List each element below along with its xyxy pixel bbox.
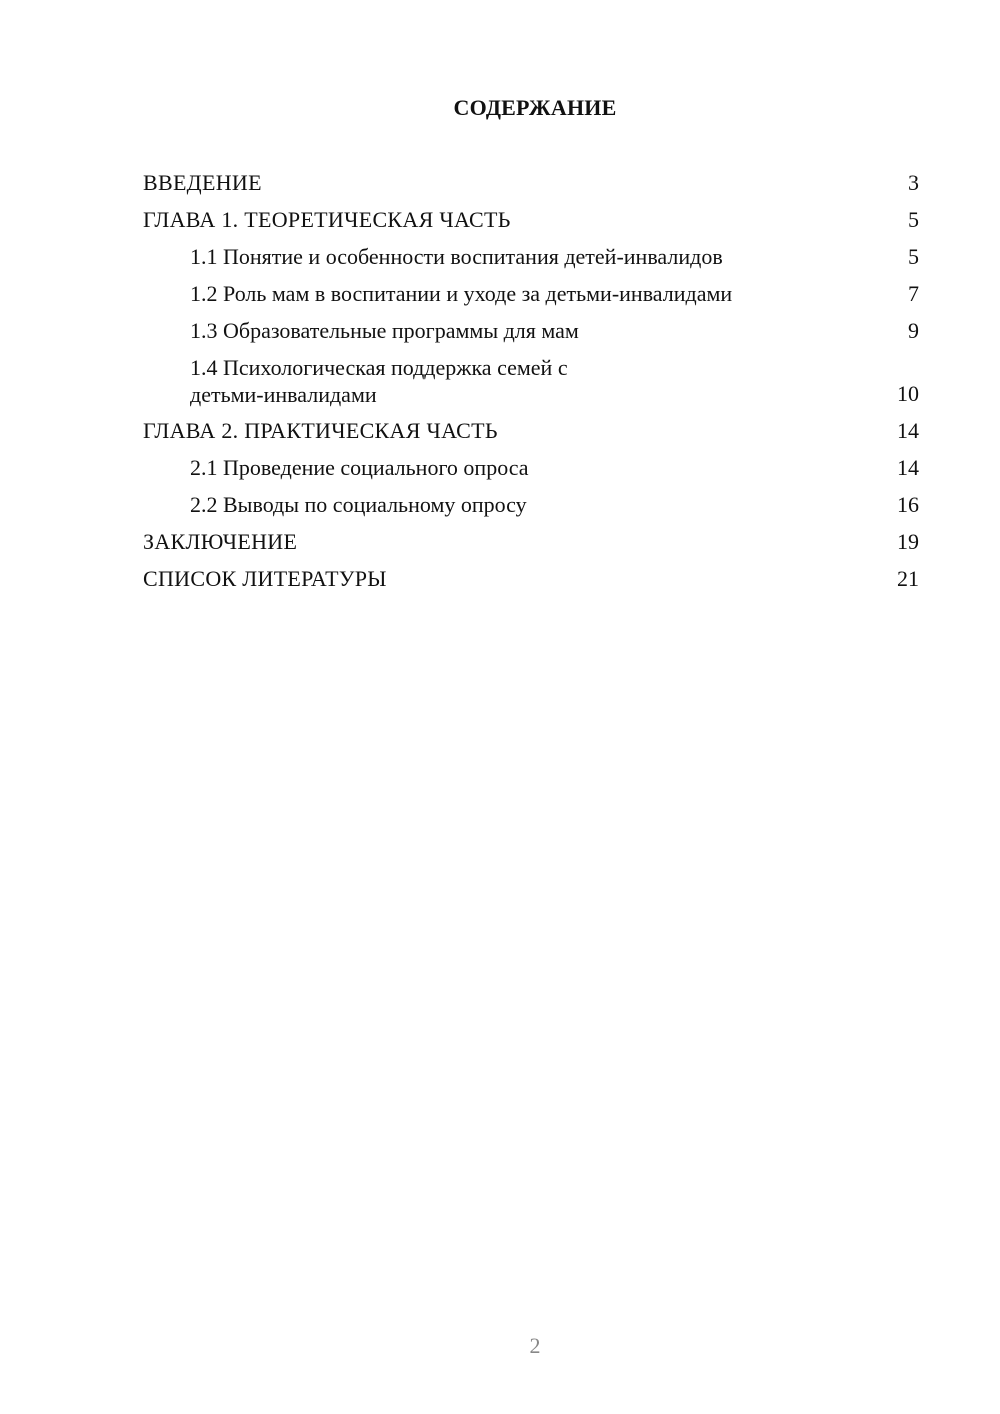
toc-entry-page-number: 5: [908, 207, 919, 232]
toc-entry-label: 1.3 Образовательные программы для мам: [190, 318, 579, 343]
toc-entry-introduction[interactable]: [143, 169, 919, 197]
page-number: 2: [529, 1333, 541, 1358]
toc-entry-page-number: 7: [908, 281, 919, 306]
toc-entry-label: 1.2 Роль мам в воспитании и уходе за детьми-инвалидами: [190, 281, 733, 306]
toc-entry-section-2-2[interactable]: [143, 491, 919, 519]
toc-entry-page-number: 14: [897, 418, 919, 443]
toc-entry-label: СПИСОК ЛИТЕРАТУРЫ: [143, 566, 387, 591]
toc-entry-label: ГЛАВА 1. ТЕОРЕТИЧЕСКАЯ ЧАСТЬ: [143, 207, 511, 232]
toc-entry-page-number: 19: [897, 529, 919, 554]
toc-entry-page-number: 14: [897, 455, 919, 480]
toc-entry-page-number: 9: [908, 318, 919, 343]
toc-entry-page-number: 16: [897, 492, 919, 517]
toc-entry-page-number: 5: [908, 244, 919, 269]
toc-entry-section-1-2[interactable]: [143, 280, 919, 308]
page-title: СОДЕРЖАНИЕ: [453, 95, 617, 120]
toc-entry-label: ГЛАВА 2. ПРАКТИЧЕСКАЯ ЧАСТЬ: [143, 418, 498, 443]
toc-entry-label: 1.4 Психологическая поддержка семей с детьми-инвалидами: [190, 355, 568, 407]
toc-entry-page-number: 3: [908, 170, 919, 195]
toc-entry-bibliography[interactable]: [143, 565, 919, 593]
toc-entry-section-1-4[interactable]: [143, 354, 919, 408]
toc-entry-chapter-2[interactable]: [143, 417, 919, 445]
toc-entry-label: 1.1 Понятие и особенности воспитания детей-инвалидов: [190, 244, 723, 269]
toc-entry-page-number: 10: [897, 381, 919, 406]
toc-entry-conclusion[interactable]: [143, 528, 919, 556]
toc-entry-chapter-1[interactable]: [143, 206, 919, 234]
table-of-contents: [143, 169, 919, 602]
toc-entry-section-1-1[interactable]: [143, 243, 919, 271]
toc-entry-page-number: 21: [897, 566, 919, 591]
toc-entry-label: 2.1 Проведение социального опроса: [190, 455, 529, 480]
toc-entry-label: ВВЕДЕНИЕ: [143, 170, 262, 195]
toc-entry-section-2-1[interactable]: [143, 454, 919, 482]
toc-entry-label: 2.2 Выводы по социальному опросу: [190, 492, 527, 517]
toc-entry-section-1-3[interactable]: [143, 317, 919, 345]
toc-entry-label: ЗАКЛЮЧЕНИЕ: [143, 529, 298, 554]
